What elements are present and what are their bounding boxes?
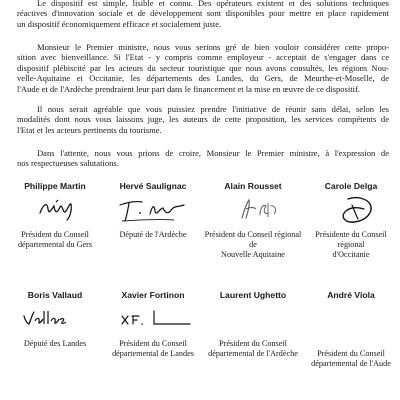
signatory-title-line: Député des Landes bbox=[23, 339, 87, 348]
signatory-title-line: départemental de Landes bbox=[112, 349, 194, 358]
signatory-title-line: Nouvelle Aquitaine bbox=[221, 250, 285, 259]
signature-block-andre-viola bbox=[302, 290, 400, 369]
text-line: un dispositif économiquement efficace et socialement juste. bbox=[17, 18, 222, 29]
signatory-title-line: Président du Conseil bbox=[21, 230, 89, 239]
signatory-title-line: départemental de l'Ardèche bbox=[208, 349, 298, 358]
signatory-title-line: Président du Conseil bbox=[219, 339, 287, 348]
signatory-name: Carole Delga bbox=[324, 181, 378, 191]
handwritten-signature-image bbox=[306, 191, 396, 227]
handwritten-signature-image bbox=[208, 300, 298, 336]
paragraph-salutations bbox=[17, 148, 389, 169]
text-line: sition avec bienveillance. Si l'Etat - y compris comme employeur - acceptait de s'engager dans ce bbox=[17, 52, 389, 63]
text-line: velle-Aquitaine et Occitanie, les départements des Landes, du Gers, de Meurthe-et-Moselle, de bbox=[17, 73, 389, 84]
signatory-title-line: Présidente du Conseil régional bbox=[315, 230, 387, 249]
handwritten-signature-image bbox=[306, 300, 396, 346]
text-line: Le dispositif est simple, lisible et connu. Des opérateurs existent et des solutions techniques bbox=[37, 0, 389, 8]
text-line: Dans l'attente, nous vous prions de croire, Monsieur le Premier ministre, à l'expression de bbox=[37, 148, 389, 158]
text-line: Monsieur le Premier ministre, nous vous serions gré de bien vouloir considérer cette propo- bbox=[37, 42, 389, 52]
handwritten-signature-image bbox=[10, 300, 100, 336]
handwritten-signature-image bbox=[208, 191, 298, 227]
text-line: modalités dont nous vous laissons juge, les auteurs de cette proposition, les services compétents de bbox=[17, 114, 389, 125]
text-line: l'Etat et les acteurs pertinents du tourisme. bbox=[17, 124, 162, 135]
text-line: dispositif plébiscité par les acteurs du secteur touristique que nous avons consultés, les régions Nou- bbox=[17, 62, 389, 73]
signature-block-xavier-fortinon bbox=[104, 290, 202, 359]
text-line: l'Aude et de l'Ardèche prendraient leur part dans le financement et la mise en œuvre de ce dispositif. bbox=[17, 83, 360, 94]
paragraph-proposition bbox=[17, 42, 389, 94]
signatory-name: Xavier Fortinon bbox=[121, 290, 185, 300]
signature-block-alain-rousset bbox=[204, 181, 302, 260]
text-line: Il nous serait agréable que vous puissiez prendre l'initiative de réunir sans délai, selon les bbox=[37, 104, 389, 114]
signatory-name: Hervé Saulignac bbox=[119, 181, 187, 191]
signature-block-philippe-martin bbox=[6, 181, 104, 250]
text-line: réactives d'innovation sociale et de développement sont disponibles pour mettre en place rapidement bbox=[17, 8, 389, 19]
signatory-title-line: Président du Conseil bbox=[119, 339, 187, 348]
signatory-title-line: Président du Conseil régional de bbox=[204, 230, 302, 249]
handwritten-signature-image bbox=[108, 191, 198, 227]
paragraph-reunion bbox=[17, 104, 389, 135]
handwritten-signature-image bbox=[10, 191, 100, 227]
signatory-name: Alain Rousset bbox=[224, 181, 282, 191]
signature-block-carole-delga bbox=[302, 181, 400, 260]
signature-block-laurent-ughetto bbox=[204, 290, 302, 359]
text-line: nos respectueuses salutations. bbox=[17, 158, 119, 169]
signatory-name: Philippe Martin bbox=[24, 181, 86, 191]
signature-block-boris-vallaud bbox=[6, 290, 104, 349]
signatory-name: Boris Vallaud bbox=[27, 290, 83, 300]
signatory-title-line: Député de l'Ardèche bbox=[119, 230, 187, 239]
signatory-name: André Viola bbox=[327, 290, 375, 300]
signature-block-herve-saulignac bbox=[104, 181, 202, 240]
signatory-title-line: départemental de l'Aude bbox=[311, 359, 391, 368]
handwritten-signature-image bbox=[108, 300, 198, 336]
signatory-title-line: départemental du Gers bbox=[17, 240, 93, 249]
signatory-name: Laurent Ughetto bbox=[219, 290, 287, 300]
signatory-title-line: d'Occitanie bbox=[332, 250, 370, 259]
paragraph-dispositif bbox=[17, 0, 389, 29]
signatory-title-line: Président du Conseil bbox=[317, 349, 385, 358]
